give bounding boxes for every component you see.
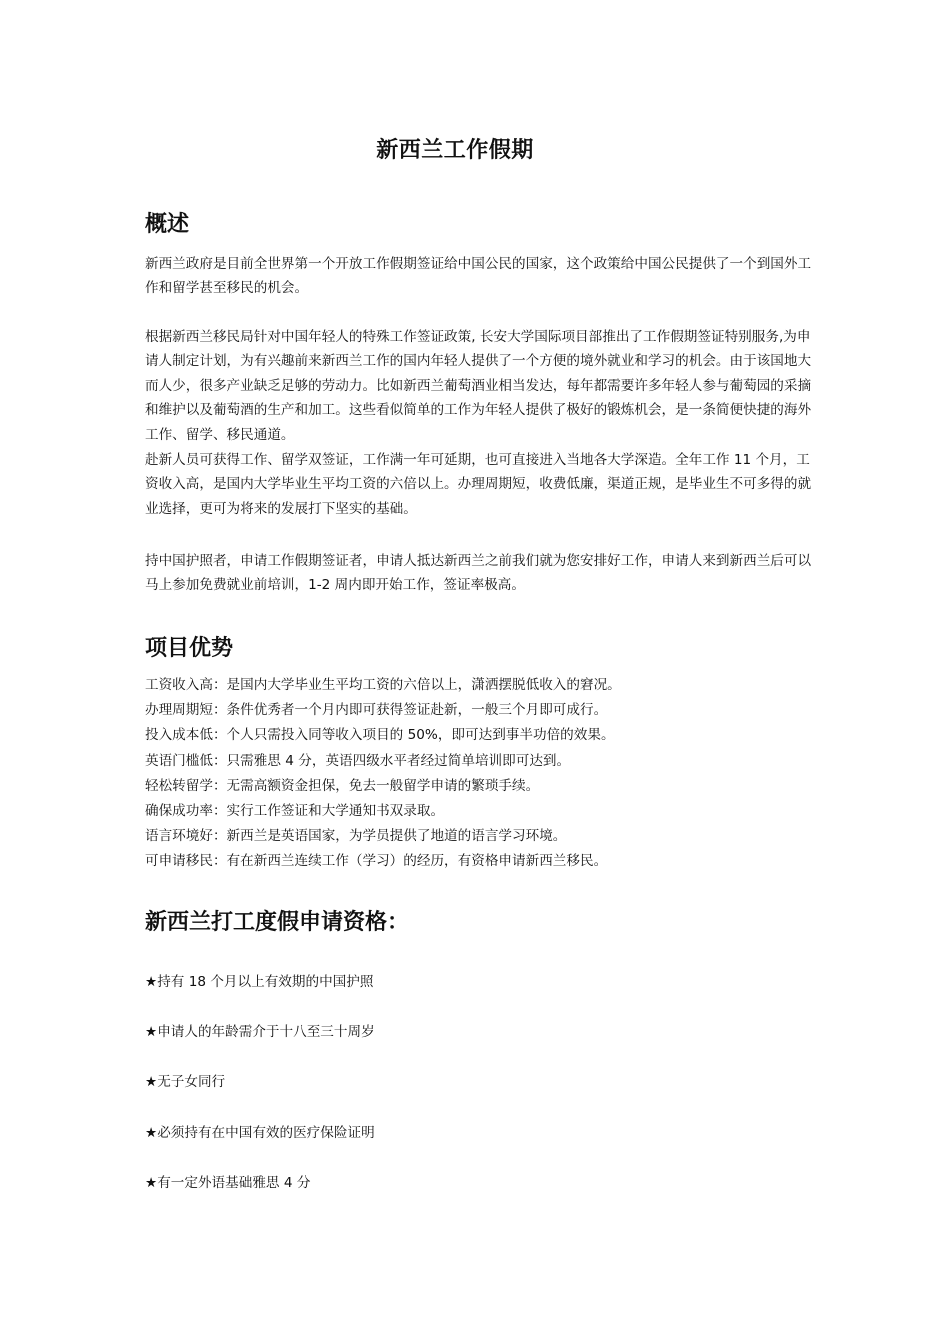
requirement-text: 无子女同行 (157, 1074, 226, 1091)
star-bullet-icon: ★ (145, 1174, 158, 1191)
advantage-item: 英语门槛低：只需雅思 4 分，英语四级水平者经过简单培训即可达到。 (145, 752, 571, 769)
advantage-item: 办理周期短：条件优秀者一个月内即可获得签证赴新，一般三个月即可成行。 (145, 702, 608, 719)
requirement-text: 有一定外语基础雅思 4 分 (157, 1174, 311, 1191)
requirement-item (145, 1020, 815, 1070)
requirements-heading: 新西兰打工度假申请资格： (145, 910, 410, 935)
advantage-item: 确保成功率：实行工作签证和大学通知书双录取。 (145, 802, 445, 819)
overview-paragraph-3: 赴新人员可获得工作、留学双签证，工作满一年可延期，也可直接进入当地各大学深造。全年工作 11 个月，工资收入高，是国内大学毕业生平均工资的六倍以上。办理周期短，收费低廉，渠道正规，是毕业生不可多得的就业选择，更可为将来的发展打下坚实的基础。 (145, 452, 812, 517)
star-bullet-icon: ★ (145, 1074, 158, 1091)
advantage-item: 可申请移民：有在新西兰连续工作（学习）的经历，有资格申请新西兰移民。 (145, 853, 608, 870)
requirement-text: 持有 18 个月以上有效期的中国护照 (157, 974, 374, 990)
requirement-item (145, 1070, 815, 1120)
overview-paragraph-4: 持中国护照者，申请工作假期签证者，申请人抵达新西兰之前我们就为您安排好工作，申请人来到新西兰后可以马上参加免费就业前培训，1-2 周内即开始工作，签证率极高。 (145, 553, 812, 594)
requirement-item (145, 970, 815, 1020)
requirement-text: 申请人的年龄需介于十八至三十周岁 (157, 1024, 375, 1041)
advantages-heading: 项目优势 (145, 636, 234, 661)
requirements-list (145, 970, 815, 1221)
advantages-list (145, 673, 815, 875)
requirement-item (145, 1121, 815, 1171)
advantage-item: 工资收入高：是国内大学毕业生平均工资的六倍以上，潇洒摆脱低收入的窘况。 (145, 677, 621, 693)
requirement-item (145, 1171, 815, 1221)
advantage-item: 轻松转留学：无需高额资金担保，免去一般留学申请的繁琐手续。 (145, 777, 540, 794)
overview-paragraph-2: 根据新西兰移民局针对中国年轻人的特殊工作签证政策, 长安大学国际项目部推出了工作假期签证特别服务,为申请人制定计划，为有兴趣前来新西兰工作的国内年轻人提供了一个方便的境外就业和学习的机会。由于该国地大而人少，很多产业缺乏足够的劳动力。比如新西兰葡萄酒业相当发达，每年都需要许多年轻人参与葡萄园的采摘和维护以及葡萄酒的生产和加工。这些看似简单的工作为年轻人提供了极好的锻炼机会，是一条简便快捷的海外工作、留学、移民通道。 (145, 329, 812, 443)
document-title: 新西兰工作假期 (376, 138, 534, 163)
advantage-item: 语言环境好：新西兰是英语国家，为学员提供了地道的语言学习环境。 (145, 828, 567, 845)
overview-heading: 概述 (145, 212, 190, 237)
star-bullet-icon: ★ (145, 974, 158, 990)
requirement-text: 必须持有在中国有效的医疗保险证明 (157, 1124, 375, 1141)
star-bullet-icon: ★ (145, 1024, 158, 1041)
overview-paragraph-1: 新西兰政府是目前全世界第一个开放工作假期签证给中国公民的国家，这个政策给中国公民提供了一个到国外工作和留学甚至移民的机会。 (145, 256, 812, 297)
advantage-item: 投入成本低：个人只需投入同等收入项目的 50%，即可达到事半功倍的效果。 (145, 727, 615, 744)
star-bullet-icon: ★ (145, 1124, 158, 1141)
